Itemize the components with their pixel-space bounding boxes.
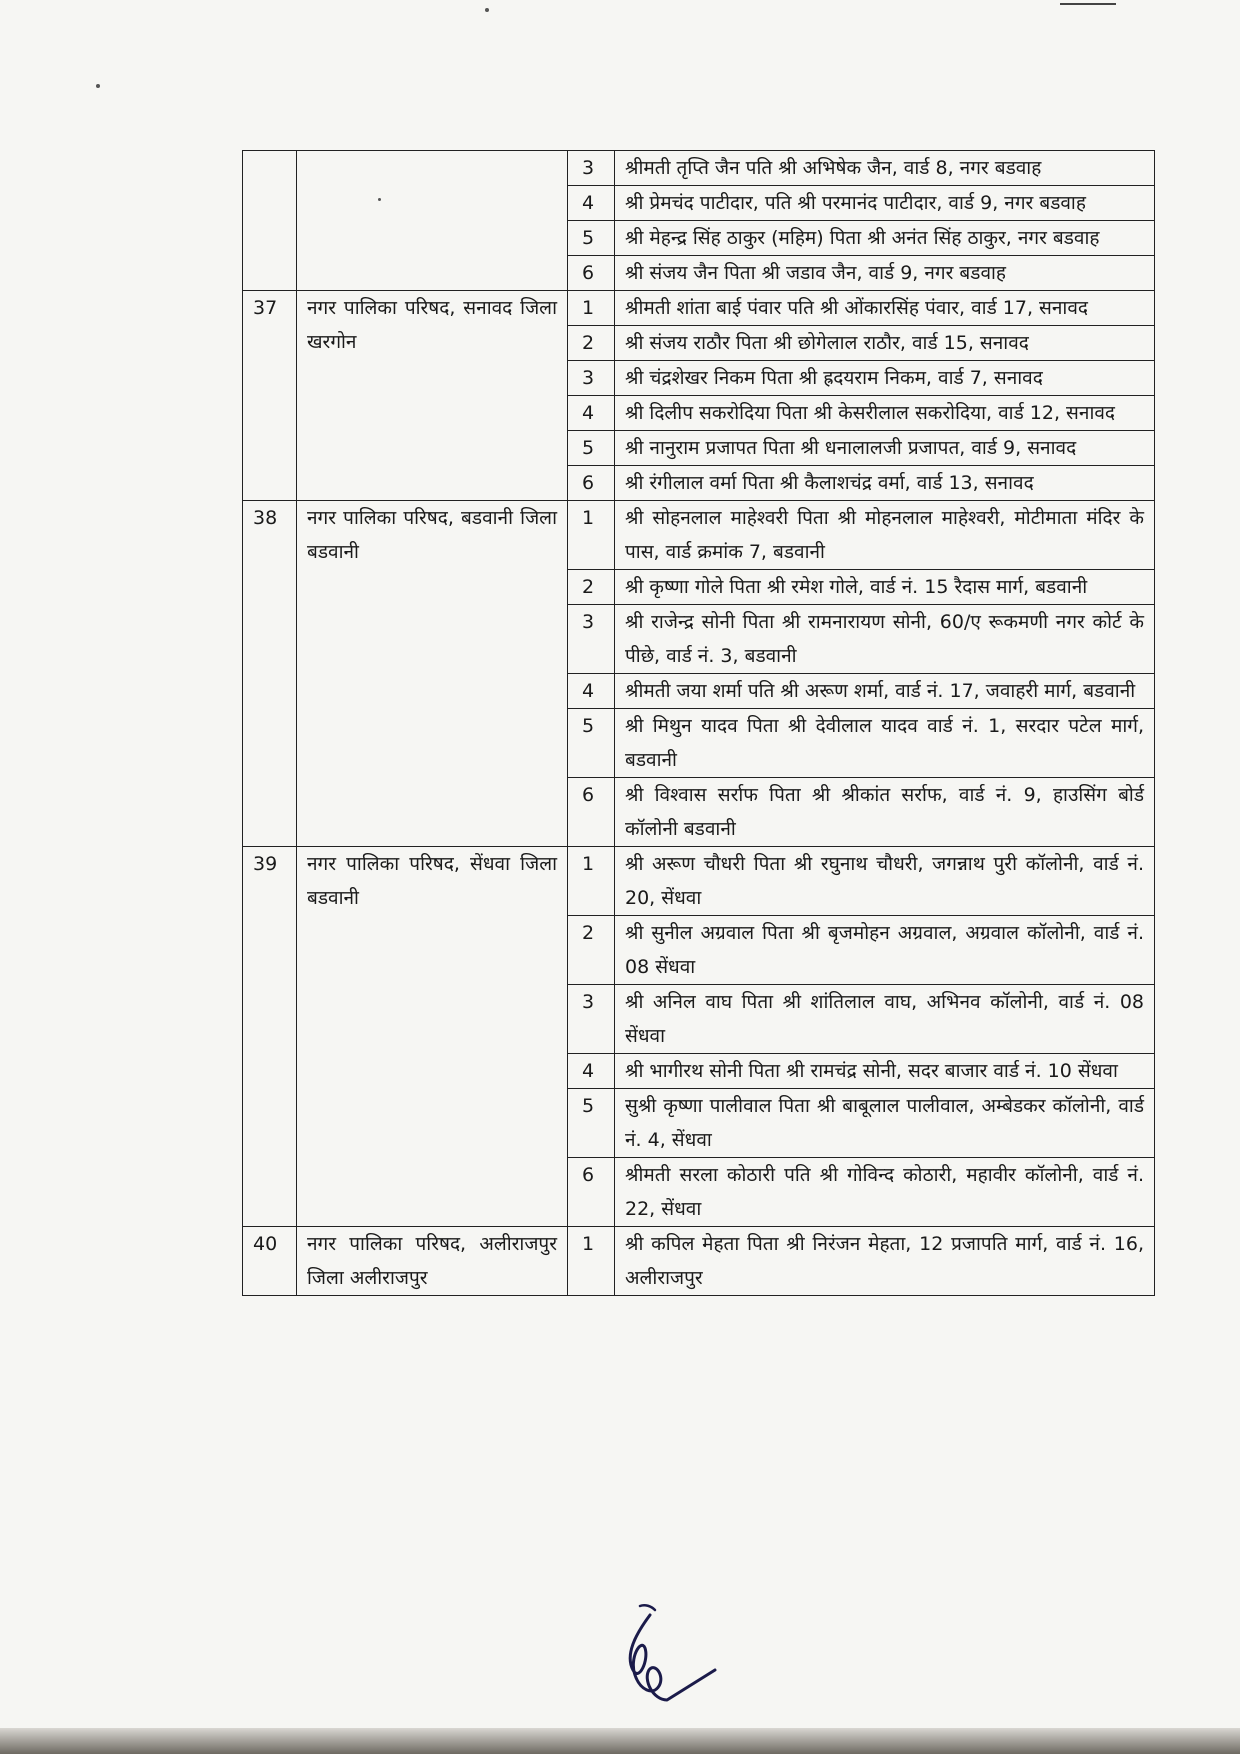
member-number: 1 <box>568 847 615 916</box>
scan-speck <box>96 84 100 88</box>
member-number: 3 <box>568 985 615 1054</box>
members-table <box>242 150 1155 1296</box>
member-number: 2 <box>568 326 615 361</box>
member-number: 5 <box>568 1089 615 1158</box>
scan-edge <box>0 1728 1240 1754</box>
member-details: श्री संजय राठौर पिता श्री छोगेलाल राठौर, वार्ड 15, सनावद <box>615 326 1155 361</box>
member-number: 4 <box>568 1054 615 1089</box>
member-details: श्री राजेन्द्र सोनी पिता श्री रामनारायण सोनी, 60/ए रूकमणी नगर कोर्ट के पीछे, वार्ड नं. 3, बडवानी <box>615 605 1155 674</box>
municipal-body <box>297 151 568 291</box>
member-number: 4 <box>568 186 615 221</box>
member-number: 1 <box>568 1227 615 1296</box>
members-table-body <box>243 151 1155 1296</box>
serial-number <box>243 151 297 291</box>
table-row <box>243 501 1155 570</box>
member-details: श्री मिथुन यादव पिता श्री देवीलाल यादव वार्ड नं. 1, सरदार पटेल मार्ग, बडवानी <box>615 709 1155 778</box>
table-row <box>243 847 1155 916</box>
member-number: 6 <box>568 256 615 291</box>
member-number: 6 <box>568 466 615 501</box>
municipal-body: नगर पालिका परिषद, अलीराजपुर जिला अलीराजपुर <box>297 1227 568 1296</box>
member-number: 5 <box>568 221 615 256</box>
member-details: श्रीमती शांता बाई पंवार पति श्री ओंकारसिंह पंवार, वार्ड 17, सनावद <box>615 291 1155 326</box>
member-details: श्री कपिल मेहता पिता श्री निरंजन मेहता, 12 प्रजापति मार्ग, वार्ड नं. 16, अलीराजपुर <box>615 1227 1155 1296</box>
scan-mark <box>1060 3 1116 5</box>
member-number: 5 <box>568 431 615 466</box>
member-details: श्री भागीरथ सोनी पिता श्री रामचंद्र सोनी, सदर बाजार वार्ड नं. 10 सेंधवा <box>615 1054 1155 1089</box>
member-details: श्री सुनील अग्रवाल पिता श्री बृजमोहन अग्रवाल, अग्रवाल कॉलोनी, वार्ड नं. 08 सेंधवा <box>615 916 1155 985</box>
member-number: 2 <box>568 570 615 605</box>
member-number: 6 <box>568 778 615 847</box>
member-details: श्री अरूण चौधरी पिता श्री रघुनाथ चौधरी, जगन्नाथ पुरी कॉलोनी, वार्ड नं. 20, सेंधवा <box>615 847 1155 916</box>
member-details: श्रीमती जया शर्मा पति श्री अरूण शर्मा, वार्ड नं. 17, जवाहरी मार्ग, बडवानी <box>615 674 1155 709</box>
scan-speck <box>485 8 489 12</box>
member-details: श्री चंद्रशेखर निकम पिता श्री ह्रदयराम निकम, वार्ड 7, सनावद <box>615 361 1155 396</box>
member-details: श्री नानुराम प्रजापत पिता श्री धनालालजी प्रजापत, वार्ड 9, सनावद <box>615 431 1155 466</box>
table-row <box>243 151 1155 186</box>
municipal-body: नगर पालिका परिषद, सनावद जिला खरगोन <box>297 291 568 501</box>
member-details: सुश्री कृष्णा पालीवाल पिता श्री बाबूलाल पालीवाल, अम्बेडकर कॉलोनी, वार्ड नं. 4, सेंधवा <box>615 1089 1155 1158</box>
member-number: 4 <box>568 674 615 709</box>
table-row <box>243 1227 1155 1296</box>
member-details: श्री सोहनलाल माहेश्वरी पिता श्री मोहनलाल माहेश्वरी, मोटीमाता मंदिर के पास, वार्ड क्रमांक 7, बडवानी <box>615 501 1155 570</box>
municipal-body: नगर पालिका परिषद, बडवानी जिला बडवानी <box>297 501 568 847</box>
member-number: 1 <box>568 291 615 326</box>
member-details: श्रीमती तृप्ति जैन पति श्री अभिषेक जैन, वार्ड 8, नगर बडवाह <box>615 151 1155 186</box>
member-details: श्रीमती सरला कोठारी पति श्री गोविन्द कोठारी, महावीर कॉलोनी, वार्ड नं. 22, सेंधवा <box>615 1158 1155 1227</box>
member-number: 6 <box>568 1158 615 1227</box>
member-number: 4 <box>568 396 615 431</box>
member-number: 5 <box>568 709 615 778</box>
member-number: 3 <box>568 151 615 186</box>
serial-number: 40 <box>243 1227 297 1296</box>
table-row <box>243 291 1155 326</box>
member-details: श्री रंगीलाल वर्मा पिता श्री कैलाशचंद्र वर्मा, वार्ड 13, सनावद <box>615 466 1155 501</box>
member-number: 3 <box>568 361 615 396</box>
serial-number: 39 <box>243 847 297 1227</box>
member-details: श्री अनिल वाघ पिता श्री शांतिलाल वाघ, अभिनव कॉलोनी, वार्ड नं. 08 सेंधवा <box>615 985 1155 1054</box>
member-details: श्री मेहन्द्र सिंह ठाकुर (महिम) पिता श्री अनंत सिंह ठाकुर, नगर बडवाह <box>615 221 1155 256</box>
serial-number: 37 <box>243 291 297 501</box>
member-number: 2 <box>568 916 615 985</box>
member-details: श्री दिलीप सकरोदिया पिता श्री केसरीलाल सकरोदिया, वार्ड 12, सनावद <box>615 396 1155 431</box>
member-details: श्री कृष्णा गोले पिता श्री रमेश गोले, वार्ड नं. 15 रैदास मार्ग, बडवानी <box>615 570 1155 605</box>
member-details: श्री संजय जैन पिता श्री जडाव जैन, वार्ड 9, नगर बडवाह <box>615 256 1155 291</box>
municipal-body: नगर पालिका परिषद, सेंधवा जिला बडवानी <box>297 847 568 1227</box>
member-number: 3 <box>568 605 615 674</box>
member-details: श्री प्रेमचंद पाटीदार, पति श्री परमानंद पाटीदार, वार्ड 9, नगर बडवाह <box>615 186 1155 221</box>
member-details: श्री विश्वास सर्राफ पिता श्री श्रीकांत सर्राफ, वार्ड नं. 9, हाउसिंग बोर्ड कॉलोनी बडवानी <box>615 778 1155 847</box>
signature <box>615 1600 720 1715</box>
member-number: 1 <box>568 501 615 570</box>
serial-number: 38 <box>243 501 297 847</box>
